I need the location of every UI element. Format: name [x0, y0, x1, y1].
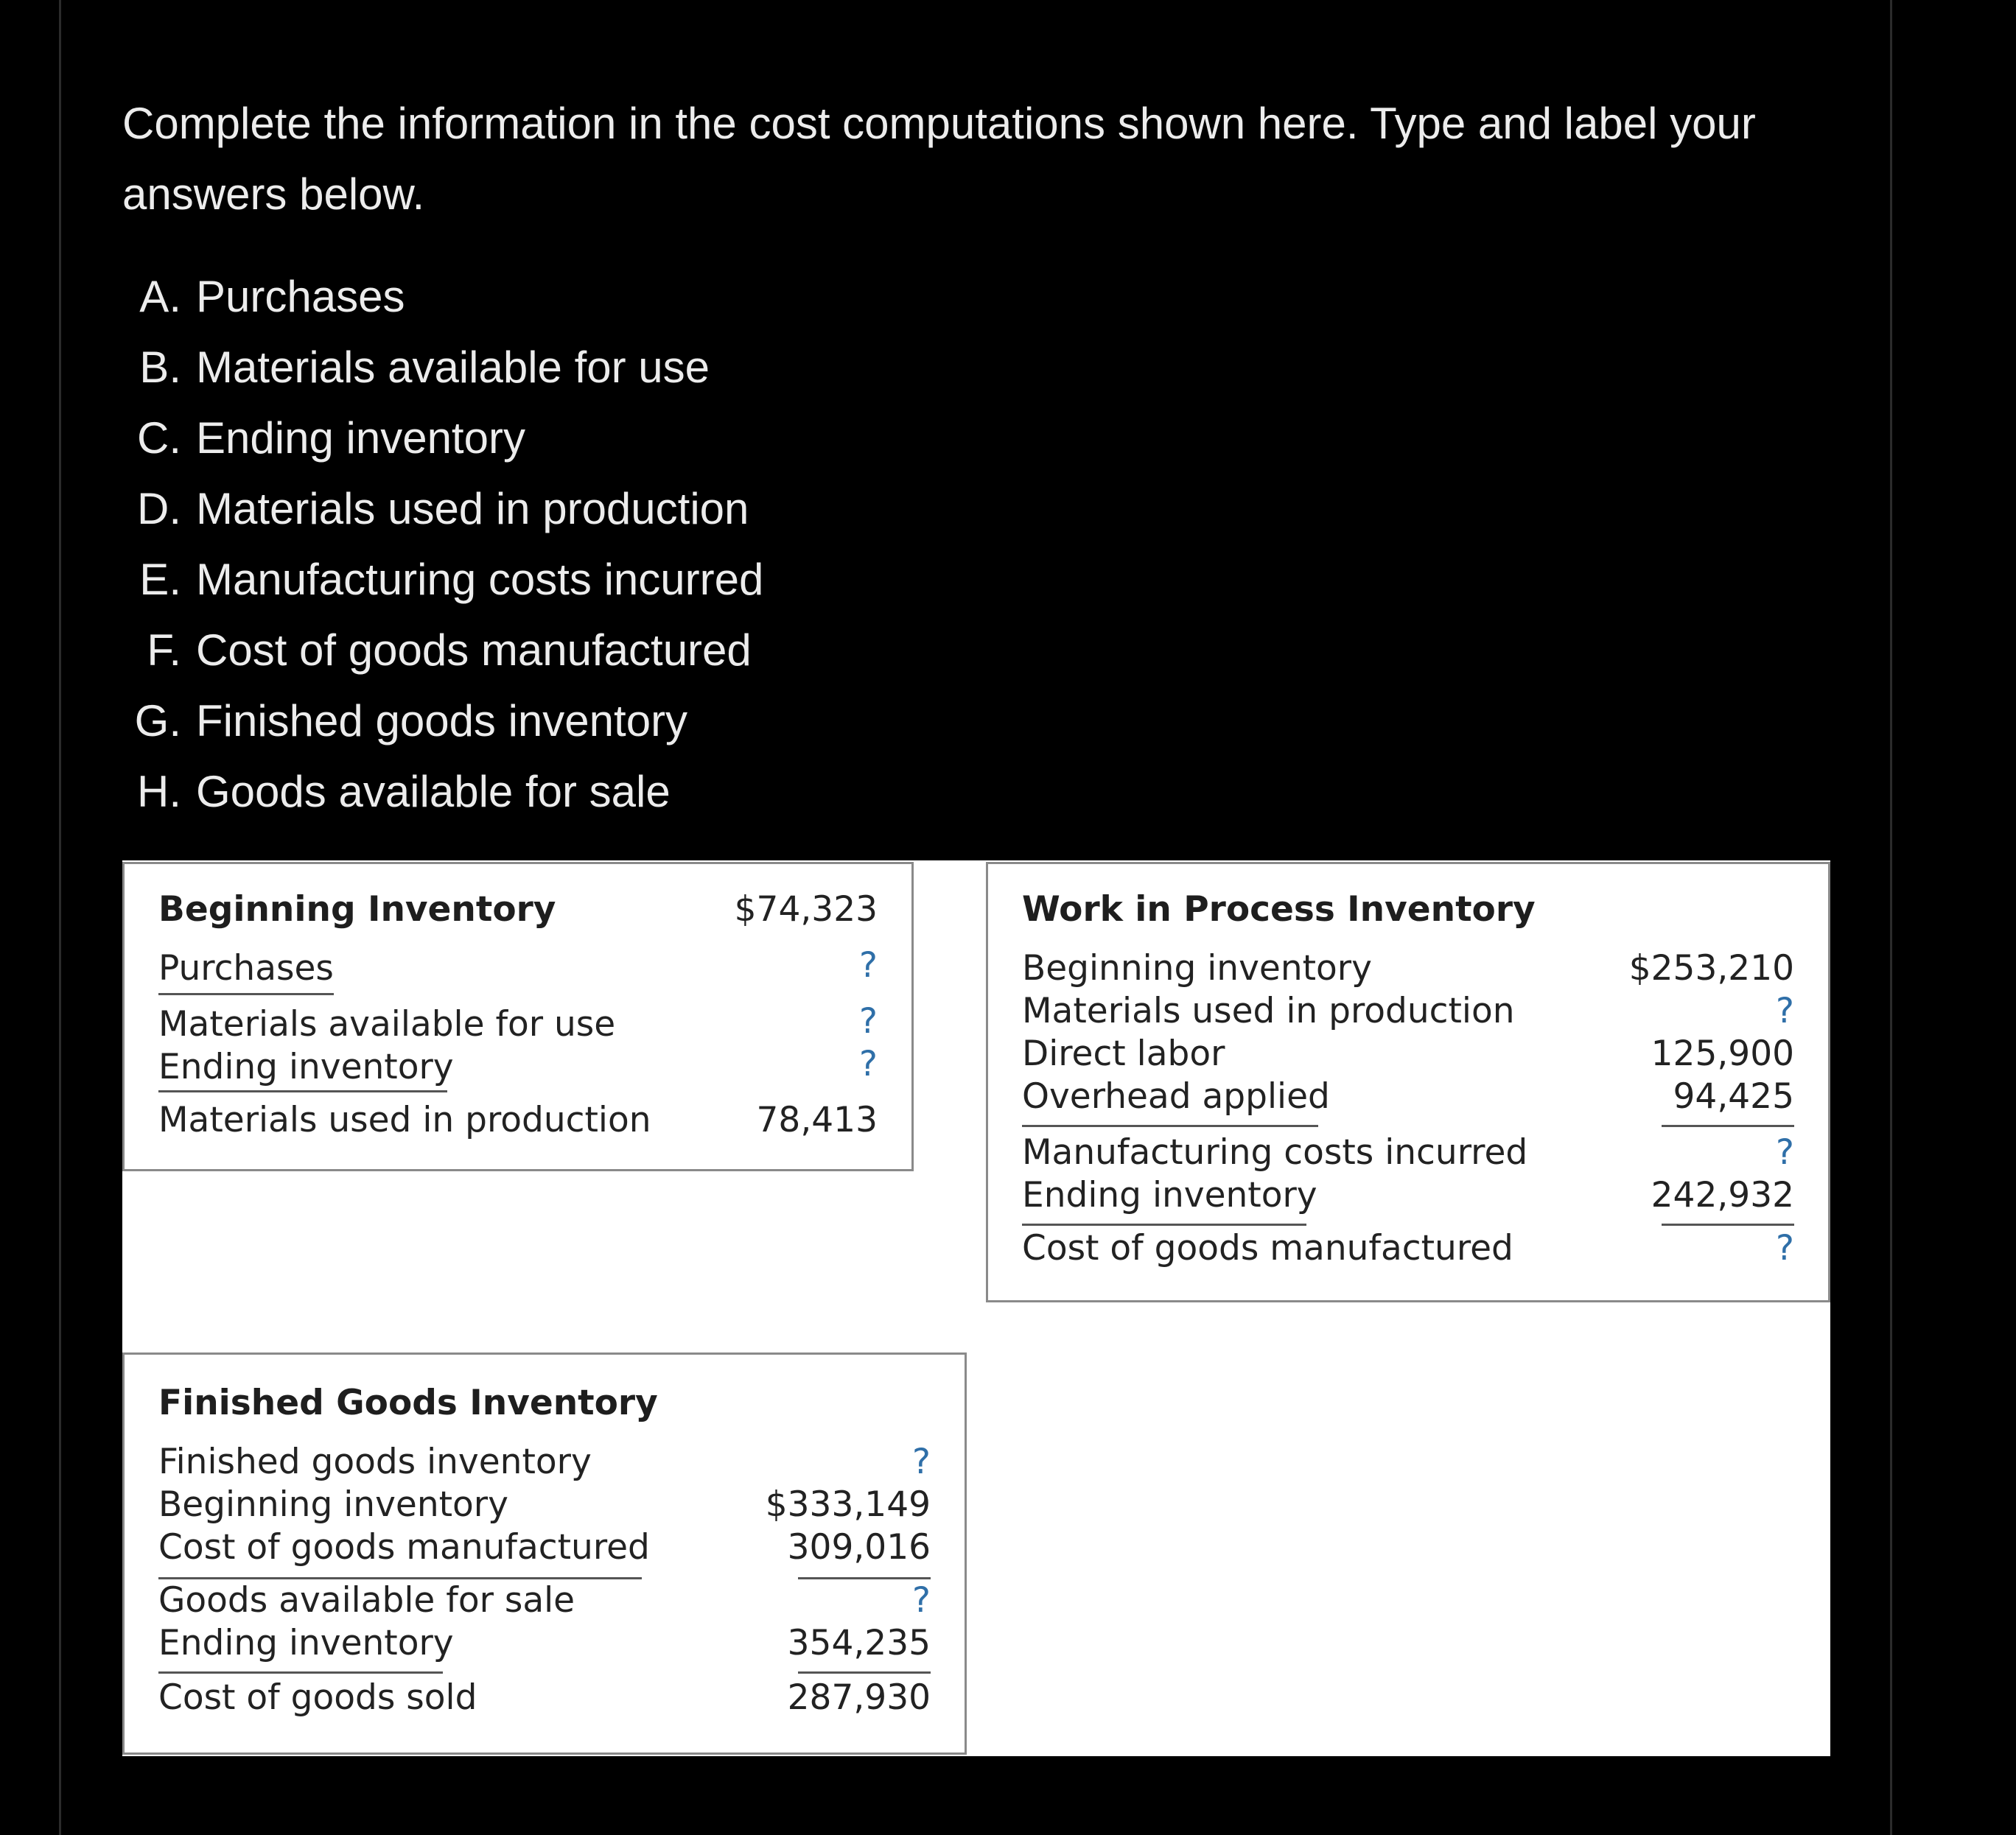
row-label: Overhead applied [1022, 1076, 1330, 1117]
option-text: Cost of goods manufactured [196, 625, 752, 675]
option-letter: G. [134, 696, 181, 745]
row-value: ? [912, 1442, 931, 1482]
row-value: 242,932 [1651, 1175, 1794, 1215]
wip-box [986, 862, 1830, 1302]
raw-materials-title-value: $74,323 [734, 889, 878, 930]
row-label: Materials used in production [1022, 991, 1515, 1031]
left-border-line [59, 0, 61, 1835]
row-value: 287,930 [787, 1677, 931, 1718]
row-label: Purchases [158, 948, 334, 989]
option-letter: B. [139, 343, 181, 392]
right-border-line [1890, 0, 1892, 1835]
option-text: Materials used in production [196, 484, 749, 533]
option-letter: A. [139, 272, 181, 321]
row-value: ? [1776, 1228, 1794, 1269]
row-value: ? [1776, 991, 1794, 1031]
row-value: ? [859, 1001, 878, 1042]
question-prompt: Complete the information in the cost computations shown here. Type and label your answers below. [122, 99, 1756, 219]
option-letter: H. [137, 767, 181, 816]
option-text: Purchases [196, 272, 405, 321]
underline [158, 1577, 642, 1579]
underline [158, 1090, 447, 1092]
option-letter: C. [137, 413, 181, 463]
underline [1022, 1224, 1306, 1226]
row-label: Goods available for sale [158, 1580, 575, 1621]
underline [1022, 1125, 1318, 1127]
row-label: Ending inventory [1022, 1175, 1317, 1215]
underline [798, 1671, 931, 1674]
finished-goods-title: Finished Goods Inventory [158, 1383, 658, 1423]
row-label: Beginning inventory [1022, 948, 1372, 989]
option-text: Goods available for sale [196, 767, 671, 816]
finished-goods-box [122, 1352, 967, 1755]
row-label: Beginning inventory [158, 1484, 508, 1525]
option-text: Ending inventory [196, 413, 525, 463]
row-label: Cost of goods manufactured [1022, 1228, 1513, 1269]
option-text: Finished goods inventory [196, 696, 688, 745]
row-label: Cost of goods manufactured [158, 1527, 650, 1568]
row-label: Manufacturing costs incurred [1022, 1132, 1528, 1173]
row-value: ? [1776, 1132, 1794, 1173]
option-text: Manufacturing costs incurred [196, 555, 764, 604]
row-label: Direct labor [1022, 1034, 1225, 1074]
raw-materials-title: Beginning Inventory [158, 889, 556, 930]
underline [158, 1671, 443, 1674]
underline [1662, 1125, 1794, 1127]
option-letter: E. [139, 555, 181, 604]
option-letter: D. [137, 484, 181, 533]
row-label: Cost of goods sold [158, 1677, 477, 1718]
row-value: 94,425 [1673, 1076, 1794, 1117]
row-label: Finished goods inventory [158, 1442, 592, 1482]
row-label: Ending inventory [158, 1623, 454, 1663]
underline [1662, 1224, 1794, 1226]
wip-title: Work in Process Inventory [1022, 889, 1536, 930]
underline [798, 1577, 931, 1579]
row-value: $333,149 [765, 1484, 931, 1525]
row-value: 78,413 [756, 1100, 878, 1140]
option-letter: F. [147, 625, 181, 675]
row-value: 309,016 [787, 1527, 931, 1568]
row-label: Ending inventory [158, 1047, 454, 1087]
row-value: ? [912, 1580, 931, 1621]
row-value: ? [859, 1044, 878, 1084]
row-value: ? [859, 945, 878, 986]
row-label: Materials used in production [158, 1100, 651, 1140]
row-value: 354,235 [787, 1623, 931, 1663]
row-value: $253,210 [1628, 948, 1794, 989]
underline [158, 993, 334, 995]
option-text: Materials available for use [196, 343, 710, 392]
row-value: 125,900 [1651, 1034, 1794, 1074]
row-label: Materials available for use [158, 1004, 616, 1045]
raw-materials-box [122, 862, 914, 1171]
